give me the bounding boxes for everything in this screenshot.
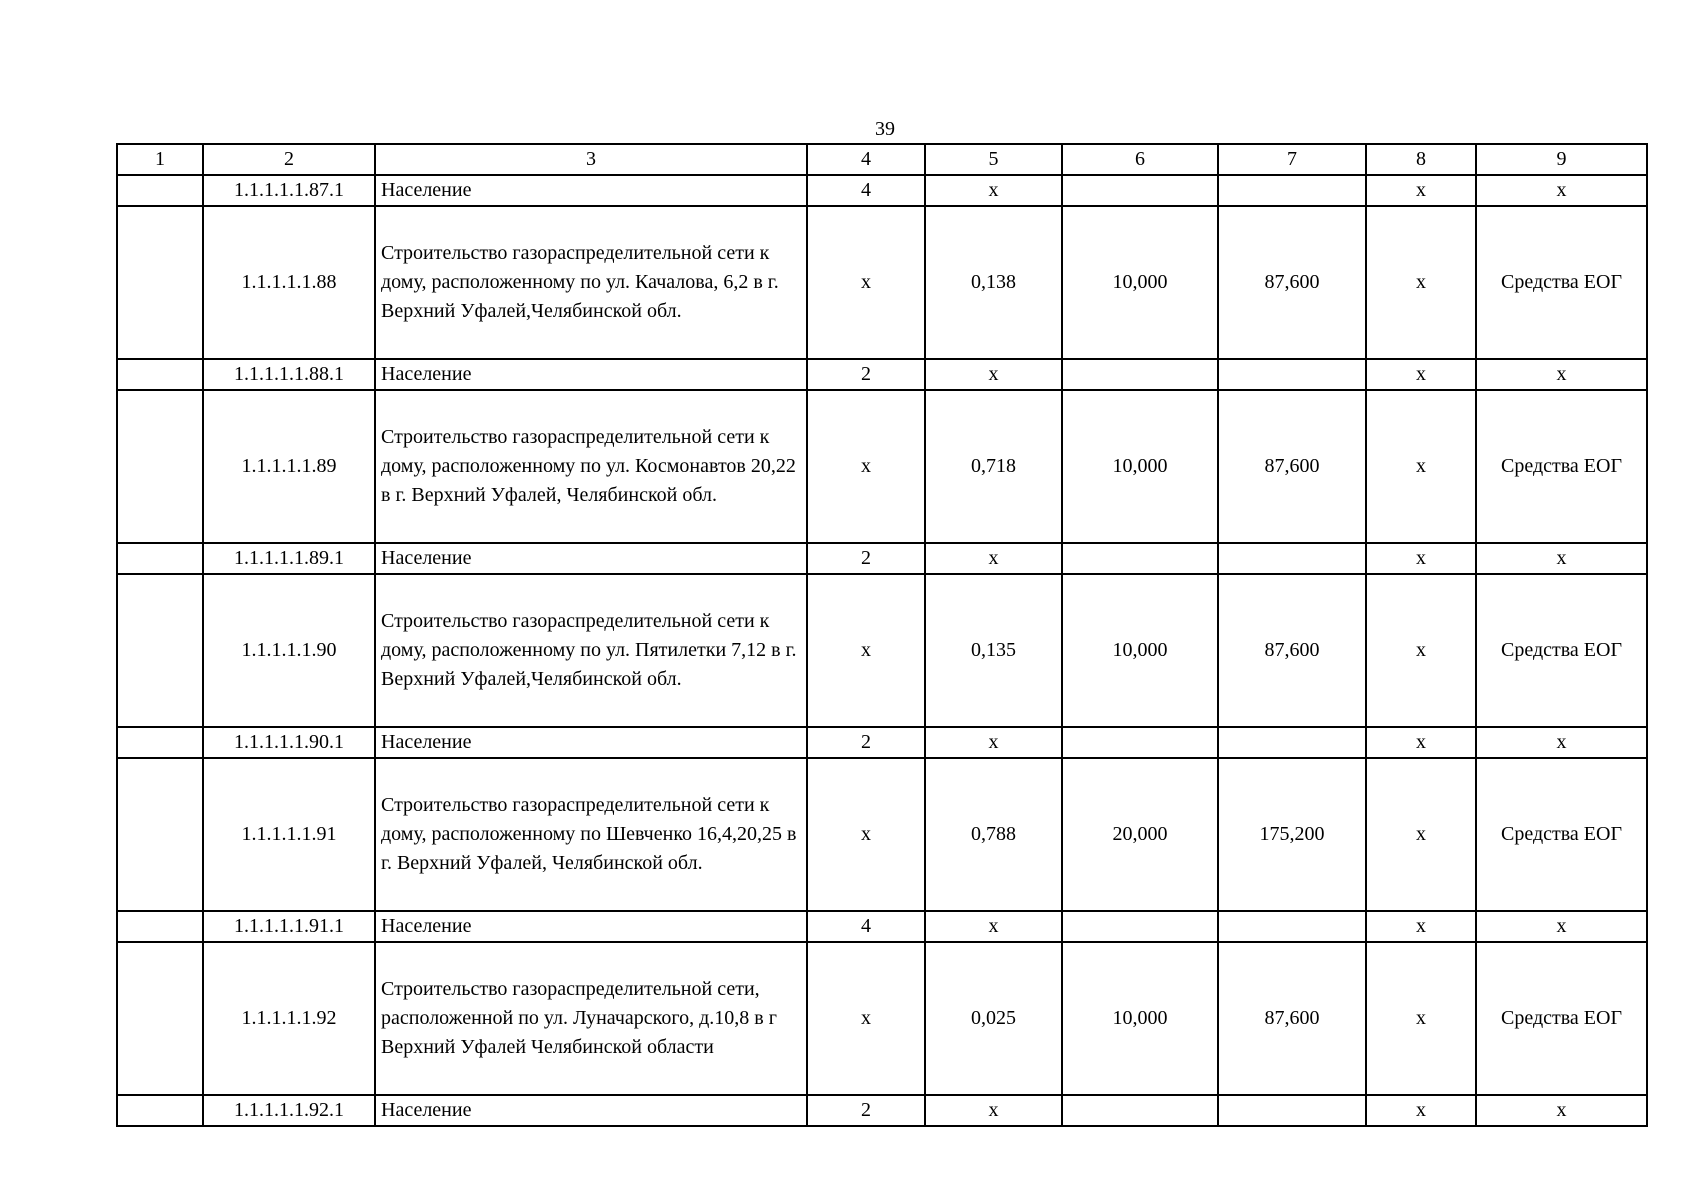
table-cell-col7 xyxy=(1218,911,1366,942)
table-row xyxy=(117,390,1647,543)
table-cell-col4: 4 xyxy=(807,911,925,942)
table-cell-col1 xyxy=(117,359,203,390)
header-cell: 5 xyxy=(925,144,1062,175)
table-cell-col5: 0,138 xyxy=(925,206,1062,359)
header-cell: 3 xyxy=(375,144,807,175)
table-cell-col3: Строительство газораспределительной сети к дому, расположенному по ул. Пятилетки 7,12 в г. Верхний Уфалей,Челябинской обл. xyxy=(375,574,807,727)
table-cell-col5: х xyxy=(925,727,1062,758)
table-cell-col3: Строительство газораспределительной сети к дому, расположенному по ул. Качалова, 6,2 в г. Верхний Уфалей,Челябинской обл. xyxy=(375,206,807,359)
table-cell-col2: 1.1.1.1.1.88.1 xyxy=(203,359,375,390)
table-cell-col2: 1.1.1.1.1.90.1 xyxy=(203,727,375,758)
table-cell-col6 xyxy=(1062,727,1218,758)
table-cell-col8: х xyxy=(1366,206,1476,359)
table-cell-col7: 87,600 xyxy=(1218,574,1366,727)
table-cell-col8: х xyxy=(1366,727,1476,758)
table-cell-col8: х xyxy=(1366,1095,1476,1126)
table-cell-col3: Строительство газораспределительной сети к дому, расположенному по ул. Космонавтов 20,22 в г. Верхний Уфалей, Челябинской обл. xyxy=(375,390,807,543)
table-cell-col2: 1.1.1.1.1.90 xyxy=(203,574,375,727)
table-cell-col9: х xyxy=(1476,359,1647,390)
table-cell-col5: 0,025 xyxy=(925,942,1062,1095)
table-cell-col7: 87,600 xyxy=(1218,942,1366,1095)
table-cell-col8: х xyxy=(1366,942,1476,1095)
header-cell: 4 xyxy=(807,144,925,175)
table-cell-col5: х xyxy=(925,359,1062,390)
table-cell-col6 xyxy=(1062,359,1218,390)
table-cell-col1 xyxy=(117,543,203,574)
table-cell-col2: 1.1.1.1.1.88 xyxy=(203,206,375,359)
table-cell-col6 xyxy=(1062,175,1218,206)
table-cell-col9: х xyxy=(1476,543,1647,574)
table-cell-col4: х xyxy=(807,942,925,1095)
header-cell: 6 xyxy=(1062,144,1218,175)
table-cell-col3: Строительство газораспределительной сети к дому, расположенному по Шевченко 16,4,20,25 в г. Верхний Уфалей, Челябинской обл. xyxy=(375,758,807,911)
table-cell-col4: х xyxy=(807,390,925,543)
table-cell-col1 xyxy=(117,911,203,942)
table-cell-col7: 87,600 xyxy=(1218,390,1366,543)
table-cell-col9: х xyxy=(1476,175,1647,206)
table-row xyxy=(117,206,1647,359)
table-cell-col5: 0,718 xyxy=(925,390,1062,543)
table-row xyxy=(117,911,1647,942)
table-cell-col9: х xyxy=(1476,1095,1647,1126)
table-cell-col5: х xyxy=(925,175,1062,206)
header-cell: 2 xyxy=(203,144,375,175)
table-cell-col1 xyxy=(117,727,203,758)
table-row xyxy=(117,758,1647,911)
table-cell-col1 xyxy=(117,942,203,1095)
table-cell-col1 xyxy=(117,574,203,727)
table-cell-col8: х xyxy=(1366,574,1476,727)
table-cell-col4: х xyxy=(807,574,925,727)
table-cell-col9: Средства ЕОГ xyxy=(1476,574,1647,727)
header-cell: 7 xyxy=(1218,144,1366,175)
table-cell-col2: 1.1.1.1.1.91 xyxy=(203,758,375,911)
table-row xyxy=(117,574,1647,727)
table-cell-col6: 10,000 xyxy=(1062,942,1218,1095)
table-cell-col5: 0,788 xyxy=(925,758,1062,911)
table-cell-col8: х xyxy=(1366,543,1476,574)
table-cell-col6: 10,000 xyxy=(1062,574,1218,727)
table-cell-col7 xyxy=(1218,175,1366,206)
table-cell-col4: 2 xyxy=(807,543,925,574)
table-cell-col2: 1.1.1.1.1.89.1 xyxy=(203,543,375,574)
table-row xyxy=(117,942,1647,1095)
table-cell-col3: Население xyxy=(375,911,807,942)
table-cell-col1 xyxy=(117,206,203,359)
table-cell-col4: 4 xyxy=(807,175,925,206)
table-row xyxy=(117,543,1647,574)
table-cell-col2: 1.1.1.1.1.89 xyxy=(203,390,375,543)
table-cell-col9: Средства ЕОГ xyxy=(1476,758,1647,911)
table-row xyxy=(117,1095,1647,1126)
table-cell-col3: Население xyxy=(375,175,807,206)
table-cell-col1 xyxy=(117,758,203,911)
table-cell-col5: х xyxy=(925,543,1062,574)
header-cell: 9 xyxy=(1476,144,1647,175)
table-cell-col2: 1.1.1.1.1.92.1 xyxy=(203,1095,375,1126)
table-cell-col6 xyxy=(1062,1095,1218,1126)
data-table xyxy=(116,143,1648,1127)
page-number: 39 xyxy=(875,118,895,140)
table-cell-col7 xyxy=(1218,543,1366,574)
table-cell-col8: х xyxy=(1366,359,1476,390)
table-cell-col5: 0,135 xyxy=(925,574,1062,727)
table-cell-col6 xyxy=(1062,911,1218,942)
table-cell-col3: Население xyxy=(375,1095,807,1126)
table-cell-col7 xyxy=(1218,727,1366,758)
table-cell-col5: х xyxy=(925,1095,1062,1126)
table-cell-col9: х xyxy=(1476,727,1647,758)
header-cell: 8 xyxy=(1366,144,1476,175)
table-cell-col2: 1.1.1.1.1.87.1 xyxy=(203,175,375,206)
table-cell-col3: Население xyxy=(375,543,807,574)
table-cell-col9: Средства ЕОГ xyxy=(1476,206,1647,359)
table-row xyxy=(117,359,1647,390)
header-cell: 1 xyxy=(117,144,203,175)
table-cell-col3: Население xyxy=(375,727,807,758)
table-cell-col7 xyxy=(1218,359,1366,390)
table-cell-col8: х xyxy=(1366,911,1476,942)
table-cell-col6: 10,000 xyxy=(1062,390,1218,543)
table-cell-col2: 1.1.1.1.1.91.1 xyxy=(203,911,375,942)
table-cell-col6: 20,000 xyxy=(1062,758,1218,911)
table-cell-col4: 2 xyxy=(807,1095,925,1126)
table-cell-col4: 2 xyxy=(807,727,925,758)
table-cell-col1 xyxy=(117,1095,203,1126)
table-cell-col5: х xyxy=(925,911,1062,942)
table-cell-col3: Строительство газораспределительной сети, расположенной по ул. Луначарского, д.10,8 в г Верхний Уфалей Челябинской области xyxy=(375,942,807,1095)
table-cell-col8: х xyxy=(1366,758,1476,911)
table-cell-col4: х xyxy=(807,206,925,359)
table-cell-col8: х xyxy=(1366,390,1476,543)
table-cell-col7 xyxy=(1218,1095,1366,1126)
table-cell-col9: Средства ЕОГ xyxy=(1476,942,1647,1095)
header-row xyxy=(117,144,1647,175)
table-cell-col6: 10,000 xyxy=(1062,206,1218,359)
table-cell-col6 xyxy=(1062,543,1218,574)
table-cell-col7: 175,200 xyxy=(1218,758,1366,911)
table-cell-col2: 1.1.1.1.1.92 xyxy=(203,942,375,1095)
table-cell-col9: х xyxy=(1476,911,1647,942)
table-cell-col1 xyxy=(117,390,203,543)
table-cell-col9: Средства ЕОГ xyxy=(1476,390,1647,543)
table-cell-col8: х xyxy=(1366,175,1476,206)
table-cell-col4: 2 xyxy=(807,359,925,390)
table-row xyxy=(117,175,1647,206)
table-cell-col3: Население xyxy=(375,359,807,390)
table-row xyxy=(117,727,1647,758)
table-cell-col1 xyxy=(117,175,203,206)
table-cell-col7: 87,600 xyxy=(1218,206,1366,359)
table-cell-col4: х xyxy=(807,758,925,911)
